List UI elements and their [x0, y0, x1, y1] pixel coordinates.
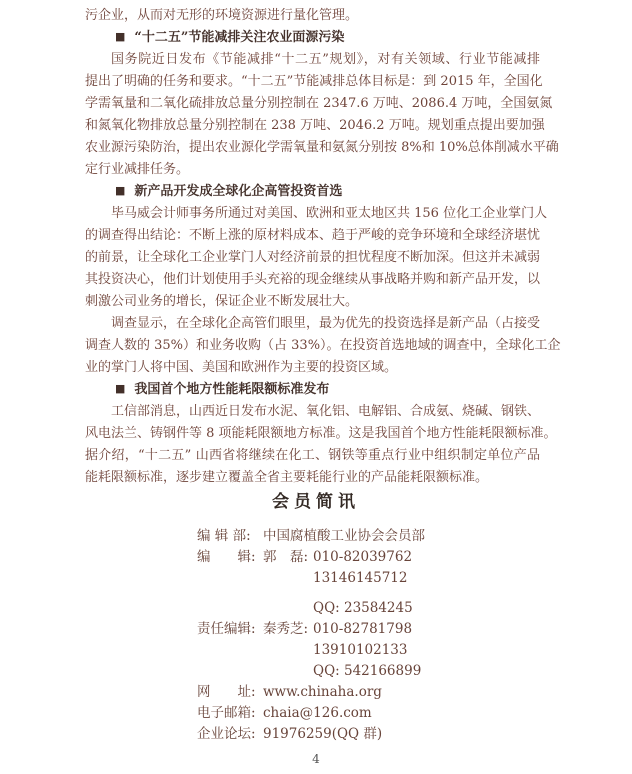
body-line: 农业源污染防治，提出农业源化学需氧量和氨氮分别按 8%和 10%总体削减水平确: [85, 140, 559, 155]
section-bullet-icon: ■: [115, 382, 126, 395]
contact-value: 13146145712: [313, 570, 408, 586]
body-line: 提出了明确的任务和要求。“十二五”节能减排总体目标是：到 2015 年，全国化: [85, 74, 543, 89]
section-bullet-icon: ■: [115, 30, 126, 43]
contact-value: 13910102133: [313, 642, 408, 658]
body-line: 定行业减排任务。: [85, 162, 190, 177]
contact-row: [197, 568, 425, 589]
section-heading-label: 我国首个地方性能耗限额标准发布: [134, 382, 330, 397]
contact-person-name: 郭 磊:: [263, 549, 309, 565]
body-line: 和氮氧化物排放总量分别控制在 238 万吨、2046.2 万吨。规划重点提出要加强: [85, 118, 545, 133]
contact-value: QQ: 542166899: [313, 663, 422, 679]
contact-row: [197, 724, 425, 745]
contact-row: [197, 526, 425, 547]
body-line: 的前景，让全球化工企业掌门人对经济前景的担忧程度不断加深。但这并未减弱: [85, 250, 541, 265]
body-line: 的调查得出结论：不断上涨的原材料成本、趋于严峻的竞争环境和全球经济堪忧: [85, 228, 541, 243]
section-heading-label: “十二五”节能减排关注农业面源污染: [134, 30, 345, 45]
contact-value: 010-82039762: [313, 549, 413, 565]
body-line: 其投资决心，他们计划使用手头充裕的现金继续从事战略并购和新产品开发，以: [85, 272, 541, 287]
section-heading-label: 新产品开发成全球化企高管投资首选: [134, 184, 343, 199]
body-line: 国务院近日发布《节能减排“十二五”规划》，对有关领域、行业节能减排: [111, 52, 540, 67]
document-body: [85, 5, 561, 489]
body-line: 毕马威会计师事务所通过对美国、欧洲和亚太地区共 156 位化工企业掌门人: [111, 206, 548, 221]
contact-label: 责任编辑:: [197, 621, 256, 637]
contact-value: QQ: 23584245: [313, 600, 413, 616]
section-bullet-icon: ■: [115, 184, 126, 197]
body-line: 污企业，从而对无形的环境资源进行量化管理。: [85, 8, 359, 23]
contact-label: 电子邮箱:: [197, 705, 256, 721]
page-number: 4: [312, 752, 320, 766]
contact-value: 91976259(QQ 群): [263, 726, 383, 742]
body-line: 学需氧量和二氧化硫排放总量分别控制在 2347.6 万吨、2086.4 万吨，全国氨氮: [85, 96, 553, 111]
contact-row: [197, 661, 425, 682]
body-line: 据介绍，“十二五” 山西省将继续在化工、钢铁等重点行业中组织制定单位产品: [85, 448, 540, 463]
contact-row: [197, 640, 425, 661]
contact-row: [197, 682, 425, 703]
contact-label: 网 址:: [197, 684, 256, 700]
contact-label: 编 辑:: [197, 549, 256, 565]
contact-value: 010-82781798: [313, 621, 413, 637]
body-line: 刺激公司业务的增长，保证企业不断发展壮大。: [85, 294, 359, 309]
body-line: 能耗限额标准，逐步建立覆盖全省主要耗能行业的产品能耗限额标准。: [85, 470, 489, 485]
section-heading: [85, 379, 540, 401]
section-heading: [85, 181, 540, 203]
contact-value: www.chinaha.org: [263, 684, 382, 700]
body-line: 工信部消息，山西近日发布水泥、氧化铝、电解铝、合成氨、烧碱、钢铁、: [111, 404, 541, 419]
contact-row: [197, 598, 425, 619]
member-news-title: 会员简讯: [272, 492, 360, 512]
contact-label: 编 辑 部:: [197, 528, 251, 544]
contact-person-name: 秦秀芝:: [263, 621, 309, 637]
body-line: 业的掌门人将中国、美国和欧洲作为主要的投资区域。: [85, 360, 398, 375]
section-heading: [85, 27, 540, 49]
contact-label: 企业论坛:: [197, 726, 256, 742]
contact-block: [197, 526, 425, 745]
contact-row: [197, 547, 425, 568]
contact-value: chaia@126.com: [263, 705, 372, 721]
body-line: 调查人数的 35%）和业务收购（占 33%）。在投资首选地域的调查中，全球化工企: [85, 338, 561, 353]
body-line: 风电法兰、铸钢件等 8 项能耗限额地方标准。这是我国首个地方性能耗限额标准。: [85, 426, 557, 441]
body-line: 调查显示，在全球化企高管们眼里，最为优先的投资选择是新产品（占接受: [111, 316, 541, 331]
contact-row: [197, 703, 425, 724]
contact-row: [197, 619, 425, 640]
contact-value: 中国腐植酸工业协会会员部: [263, 528, 425, 544]
